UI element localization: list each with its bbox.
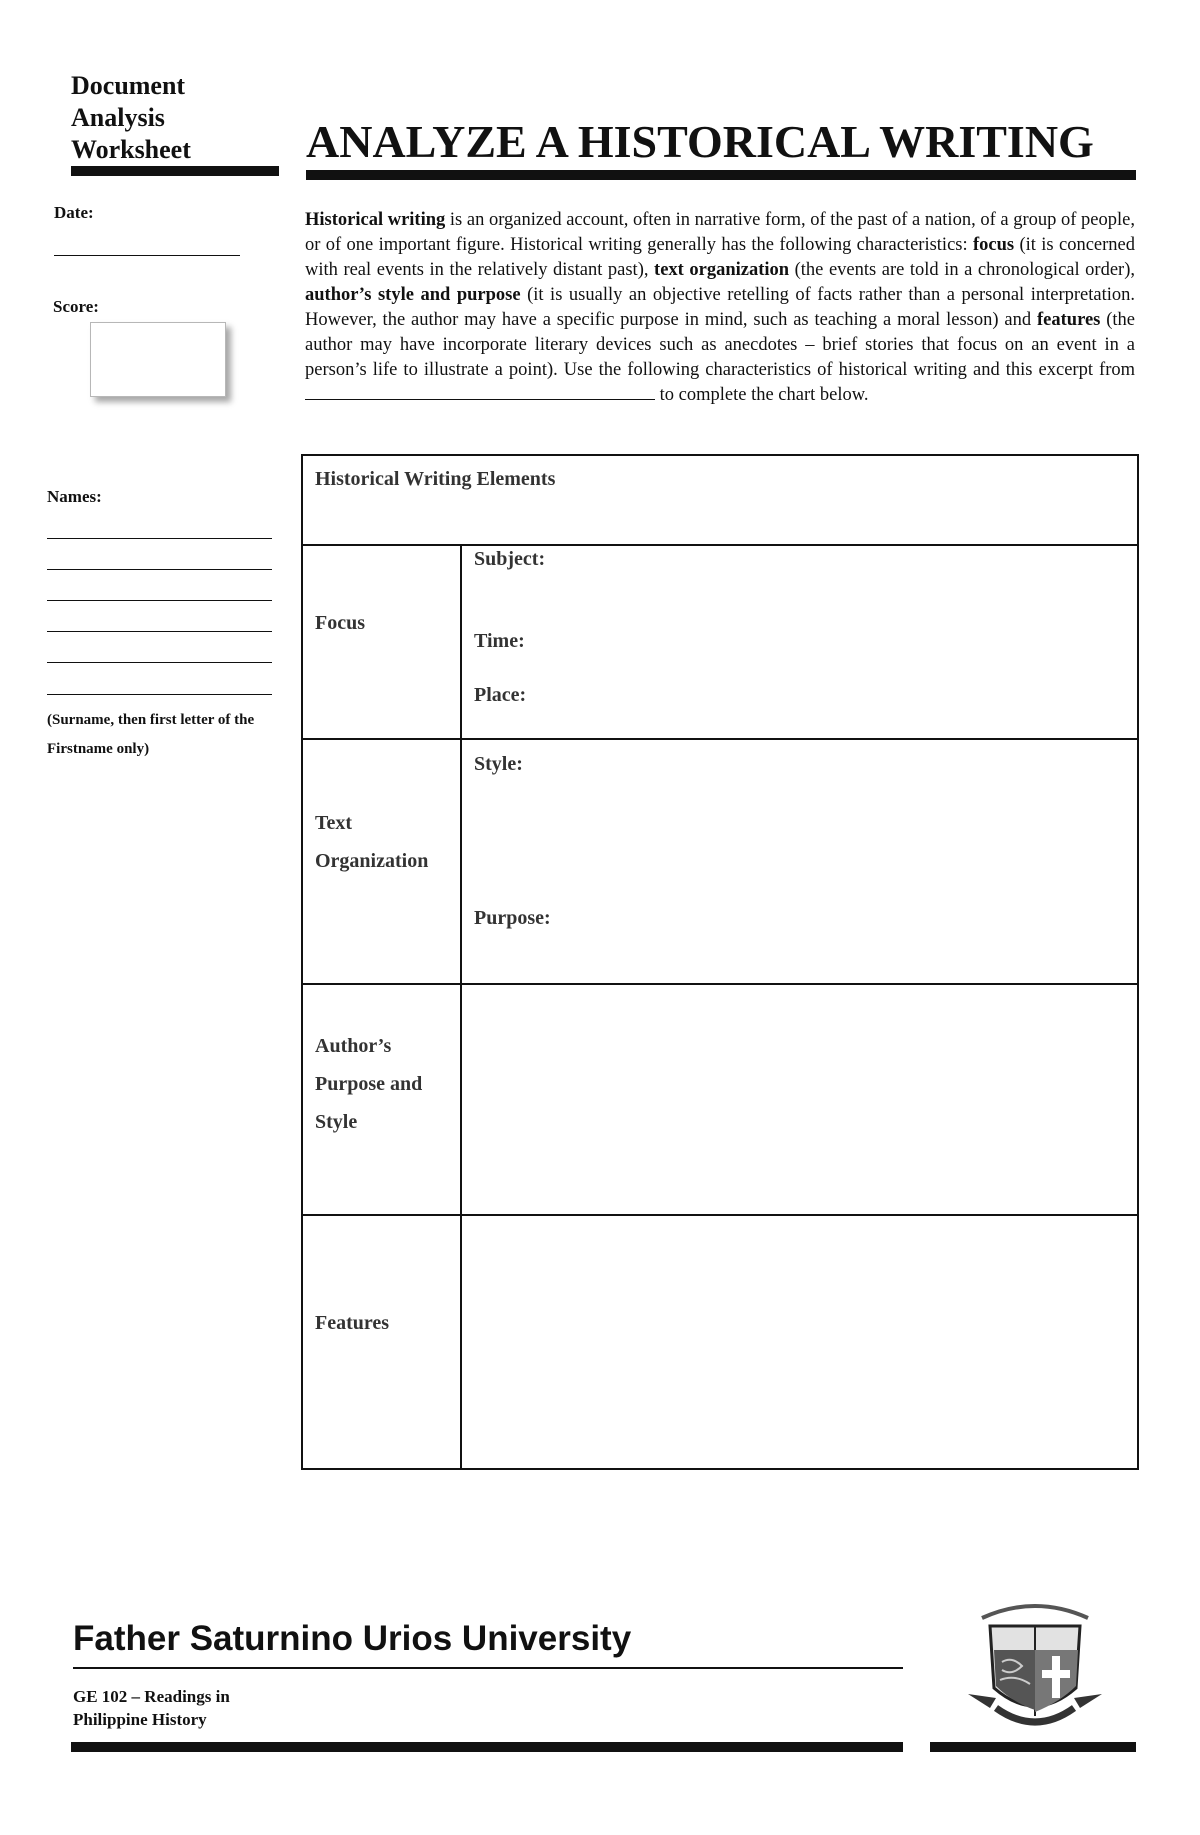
intro-text: is an organized account, often in narrative form, of the past of a nation, of a group of people, or of one important figure. Historical writing generally has the following characteristics:	[305, 210, 1135, 255]
table-header: Historical Writing Elements	[315, 468, 556, 490]
name-field-line[interactable]	[47, 631, 272, 632]
intro-term: features	[1037, 310, 1101, 330]
university-name: Father Saturnino Urios University	[73, 1619, 632, 1658]
date-label: Date:	[54, 203, 94, 222]
document-type-label	[71, 70, 291, 166]
intro-text: (the author may have incorporate literary devices such as anecdotes – brief stories that focus on an event in a person’s life to illustrate a point). Use the following characteristics of historical writing and this excerpt from	[305, 310, 1135, 380]
row-label-text-organization: Text Organization	[315, 812, 429, 872]
doc-label-line: Analysis	[71, 103, 165, 132]
field-style-label: Style:	[474, 753, 523, 775]
intro-text: (it is concerned with real events in the relatively distant past),	[305, 235, 1135, 280]
page-title: ANALYZE A HISTORICAL WRITING	[306, 116, 1094, 167]
field-time-label: Time:	[474, 630, 525, 652]
course-line: GE 102 – Readings in	[73, 1687, 230, 1706]
doc-label-line: Document	[71, 71, 186, 100]
name-field-line[interactable]	[47, 538, 272, 539]
score-label: Score:	[53, 297, 99, 316]
intro-term: author’s style and purpose	[305, 285, 521, 305]
course-label	[73, 1685, 230, 1731]
seal-banner	[982, 1606, 1088, 1618]
names-label: Names:	[47, 487, 102, 506]
name-field-line[interactable]	[47, 662, 272, 663]
row-divider	[303, 544, 1137, 546]
field-place-label: Place:	[474, 684, 527, 706]
column-divider	[460, 546, 462, 1468]
intro-text: (it is usually an objective retelling of facts rather than a personal interpretation. However, the author may have a specific purpose in mind, such as teaching a moral lesson) and	[305, 285, 1136, 330]
footer-rule-left	[71, 1742, 903, 1752]
field-subject-label: Subject:	[474, 548, 546, 570]
row-label-authors-purpose-style: Author’s Purpose and Style	[315, 1035, 423, 1133]
university-seal-icon	[960, 1590, 1110, 1740]
seal-ribbon-left	[968, 1694, 996, 1708]
intro-paragraph	[305, 208, 1135, 408]
row-divider	[303, 738, 1137, 740]
name-field-line[interactable]	[47, 569, 272, 570]
historical-writing-elements-table	[301, 454, 1139, 1470]
footer-rule-right	[930, 1742, 1136, 1752]
row-label-features: Features	[315, 1312, 390, 1334]
row-divider	[303, 1214, 1137, 1216]
row-label-focus: Focus	[315, 612, 365, 634]
excerpt-source-blank[interactable]	[305, 384, 655, 400]
doc-label-line: Worksheet	[71, 135, 191, 164]
course-line: Philippine History	[73, 1710, 207, 1729]
intro-term: text organization	[654, 260, 790, 280]
university-rule	[73, 1667, 903, 1669]
intro-term: Historical writing	[305, 210, 446, 230]
name-field-line[interactable]	[47, 694, 272, 695]
field-purpose-label: Purpose:	[474, 907, 551, 929]
seal-ribbon-right	[1074, 1694, 1102, 1708]
left-header-rule	[71, 166, 279, 176]
intro-term: focus	[972, 235, 1015, 255]
names-instruction-note: (Surname, then first letter of the Firstname only)	[47, 712, 255, 757]
row-divider	[303, 983, 1137, 985]
date-field-line[interactable]	[54, 255, 240, 256]
seal-cross-horizontal	[1042, 1670, 1070, 1678]
intro-text: to complete the chart below.	[655, 385, 869, 405]
score-box[interactable]	[90, 322, 226, 397]
name-field-line[interactable]	[47, 600, 272, 601]
intro-text: (the events are told in a chronological order),	[789, 260, 1135, 280]
title-rule	[306, 170, 1136, 180]
